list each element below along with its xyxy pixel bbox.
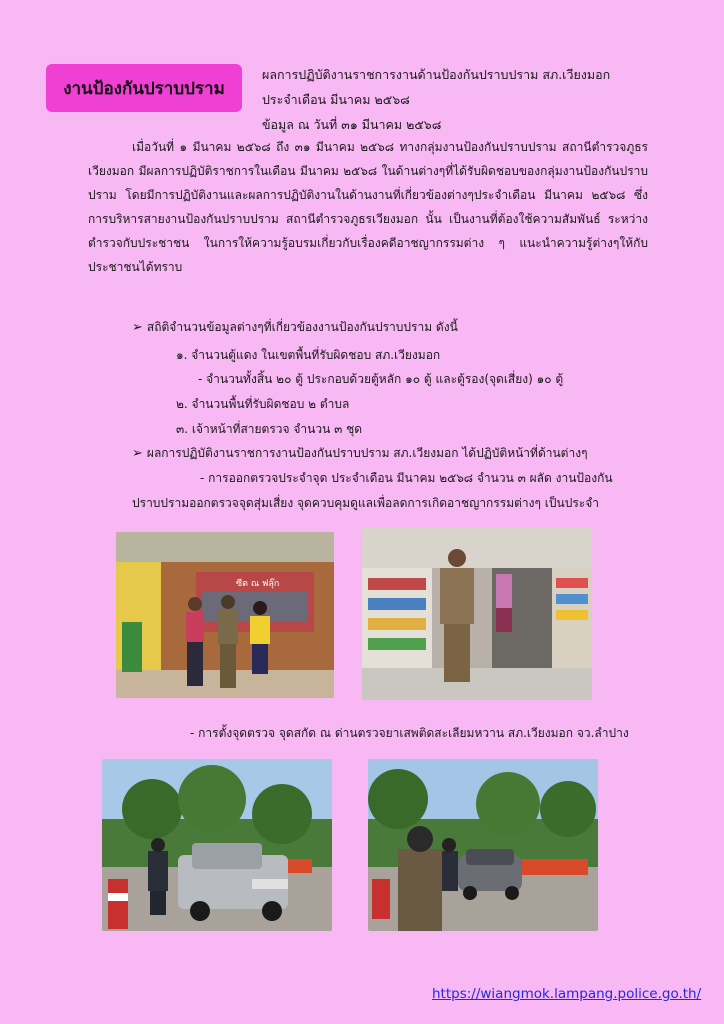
section-badge-label: งานป้องกันปราบปราม (63, 78, 225, 99)
photo-checkpoint-sedan-image (368, 759, 598, 931)
photo-checkpoint-sedan (368, 759, 598, 931)
patrol-line-2: ปราบปรามออกตรวจจุดสุ่มเสี่ยง จุดควบคุมดูแลเพื่อลดการเกิดอาชญากรรมต่างๆ เป็นประจำ (132, 496, 599, 510)
checkpoint-caption: - การตั้งจุดตรวจ จุดสกัด ณ ด่านตรวจยาเสพติดสะเลียมหวาน สภ.เวียงมอก จว.ลำปาง (190, 726, 629, 740)
intro-paragraph (88, 135, 648, 279)
stats-item-2: ๒. จำนวนพื้นที่รับผิดชอบ ๒ ตำบล (176, 397, 350, 411)
results-heading-text: ผลการปฏิบัติงานราชการงานป้องกันปราบปราม สภ.เวียงมอก ได้ปฏิบัติหน้าที่ด้านต่างๆ (146, 446, 588, 460)
stats-item-1-sub: - จำนวนทั้งสิ้น ๒๐ ตู้ ประกอบด้วยตู้หลัก ๑๐ ตู้ และตู้รอง(จุดเสี่ยง) ๑๐ ตู้ (198, 372, 564, 386)
photo-shop-patrol (362, 528, 592, 700)
results-heading (132, 444, 588, 463)
header-line-2: ประจำเดือน มีนาคม ๒๕๖๘ (262, 92, 410, 107)
banner-text: ซีต ณ ฟลุ๊ก (236, 579, 280, 589)
header-line-3: ข้อมูล ณ วันที่ ๓๑ มีนาคม ๒๕๖๘ (262, 117, 442, 132)
intro-text: เมื่อวันที่ ๑ มีนาคม ๒๕๖๘ ถึง ๓๑ มีนาคม ๒๕๖๘ ทางกลุ่มงานป้องกันปราบปราม สถานีตำรวจภูธรเวียงมอก มีผลการปฏิบัติราชการในเดือน มีนาคม ๒๕๖๘ ในด้านต่างๆที่ได้รับผิดชอบของกลุ่มงานป้องกันปราบปราม โดยมีการปฏิบัติงานและผลการปฏิบัติงานในด้านงานที่เกี่ยวข้องต่างๆประจำเดือน มีนาคม ๒๕๖๘ ซึ่งการบริหารสายงานป้องกันปราบปราม สถานีตำรวจภูธรเวียงมอก นั้น เป็นงานที่ต้องใช้ความสัมพันธ์ ระหว่างตำรวจกับประชาชน ในการให้ความรู้อบรมเกี่ยวกับเรื่องคดีอาชญากรรมต่าง ๆ แนะนำความรู้ต่างๆให้กับประชาชนได้ทราบ (88, 140, 648, 274)
arrow-bullet-icon: ➢ (132, 446, 143, 461)
footer-url-link[interactable]: https://wiangmok.lampang.police.go.th/ (432, 986, 702, 1002)
photo-checkpoint-pickup-image (102, 759, 332, 931)
stats-item-3: ๓. เจ้าหน้าที่สายตรวจ จำนวน ๓ ชุด (176, 422, 363, 436)
photo-checkpoint-pickup (102, 759, 332, 931)
stats-item-1: ๑. จำนวนตู้แดง ในเขตพื้นที่รับผิดชอบ สภ.เวียงมอก (176, 348, 441, 362)
section-badge (46, 64, 242, 112)
photo-police-box-visit-image (116, 532, 334, 698)
photo-shop-patrol-image (362, 528, 592, 700)
arrow-bullet-icon: ➢ (132, 320, 143, 335)
header-line-1: ผลการปฏิบัติงานราชการงานด้านป้องกันปราบปราม สภ.เวียงมอก (262, 67, 611, 82)
stats-heading-text: สถิติจำนวนข้อมูลต่างๆที่เกี่ยวข้องงานป้องกันปราบปราม ดังนี้ (146, 320, 458, 334)
photo-police-box-visit (116, 532, 334, 698)
stats-heading (132, 318, 458, 337)
patrol-line-1: - การออกตรวจประจำจุด ประจำเดือน มีนาคม ๒๕๖๘ จำนวน ๓ ผลัด งานป้องกัน (200, 471, 613, 485)
report-header (262, 62, 610, 137)
